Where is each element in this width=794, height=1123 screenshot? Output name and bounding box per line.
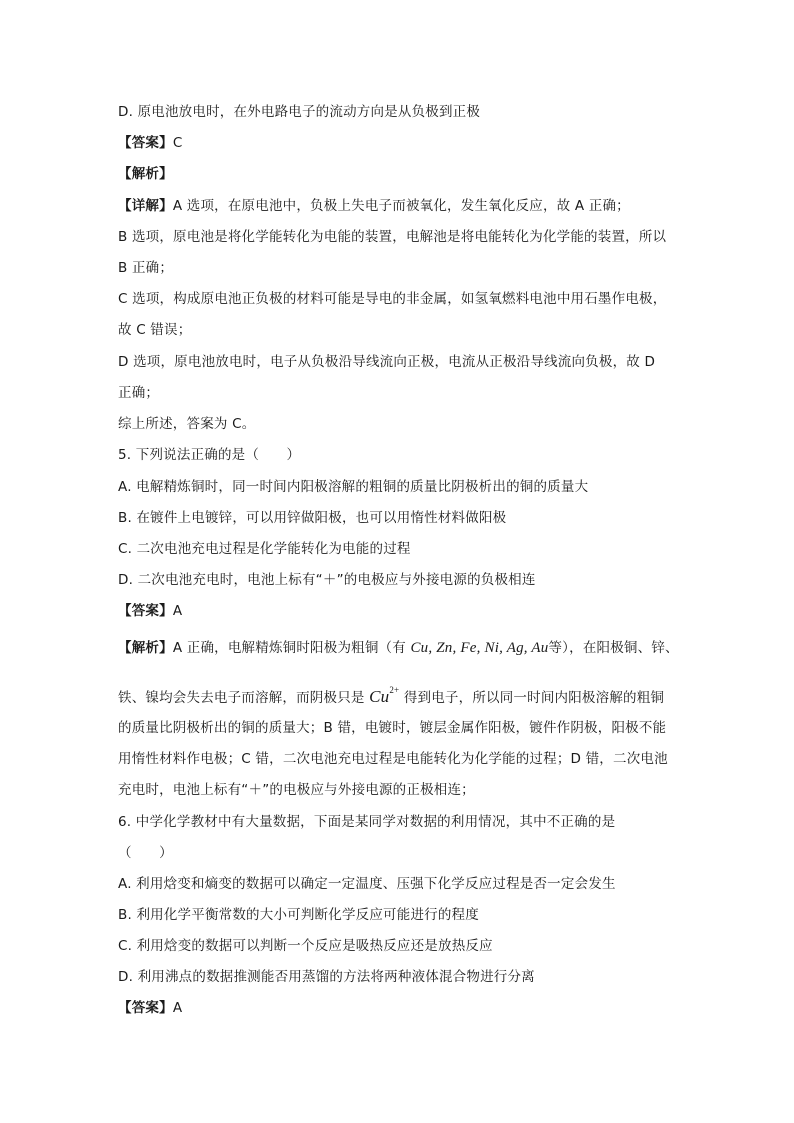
q4-detail-label: 【详解】	[118, 198, 173, 214]
q6-stem-a: 6. 中学化学教材中有大量数据，下面是某同学对数据的利用情况，其中不正确的是	[118, 814, 616, 830]
q5-option-c: C. 二次电池充电过程是化学能转化为电能的过程	[118, 541, 411, 557]
q4-answer-label: 【答案】	[118, 135, 173, 151]
q5-analysis-5: 充电时，电池上标有“＋”的电极应与外接电源的正极相连；	[118, 782, 475, 798]
q4-detail-2a: B 选项，原电池是将化学能转化为电能的装置，电解池是将电能转化为化学能的装置，所以	[118, 229, 667, 245]
q4-answer	[118, 133, 688, 153]
q6-option-b: B. 利用化学平衡常数的大小可判断化学反应可能进行的程度	[118, 907, 479, 923]
q6-option-c: C. 利用焓变的数据可以判断一个反应是吸热反应还是放热反应	[118, 938, 493, 954]
q5-answer-label: 【答案】	[118, 603, 173, 619]
q5-option-b: B. 在镀件上电镀锌，可以用锌做阳极，也可以用惰性材料做阳极	[118, 510, 507, 526]
q6-answer	[118, 998, 688, 1018]
q5-answer-value: A	[172, 603, 183, 619]
q5-analysis-2	[118, 680, 688, 708]
q5-option-d: D. 二次电池充电时，电池上标有“＋”的电极应与外接电源的负极相连	[118, 572, 536, 588]
q5-analysis-1b: 等），在阳极铜、锌、	[548, 640, 679, 656]
q4-detail-4a: D 选项，原电池放电时，电子从负极沿导线流向正极，电流从正极沿导线流向负极，故 D	[118, 354, 656, 370]
q5-cu-ion-charge: 2+	[389, 685, 400, 695]
q4-detail-1-text: A 选项，在原电池中，负极上失电子而被氧化，发生氧化反应，故 A 正确；	[172, 198, 630, 214]
q4-option-d: D. 原电池放电时，在外电路电子的流动方向是从负极到正极	[118, 104, 481, 120]
q6-answer-value: A	[172, 1000, 183, 1016]
q4-analysis-label	[118, 164, 688, 184]
q5-cu-ion-formula: Cu	[369, 687, 390, 706]
q5-analysis-1a: A 正确，电解精炼铜时阳极为粗铜（有	[172, 640, 411, 656]
q5-analysis-2b: 得到电子，所以同一时间内阳极溶解的粗铜	[399, 690, 665, 706]
q5-analysis-3: 的质量比阴极析出的铜的质量大；B 错，电镀时，镀层金属作阳极，镀件作阴极，阳极不能	[118, 720, 667, 736]
q4-answer-value: C	[172, 135, 183, 151]
q5-option-a: A. 电解精炼铜时，同一时间内阳极溶解的粗铜的质量比阴极析出的铜的质量大	[118, 479, 589, 495]
q4-detail-2b: B 正确；	[118, 260, 174, 276]
q5-analysis-label: 【解析】	[118, 640, 173, 656]
q4-detail-3a: C 选项，构成原电池正负极的材料可能是导电的非金属，如氢氧燃料电池中用石墨作电极，	[118, 291, 667, 307]
q5-stem: 5. 下列说法正确的是（ ）	[118, 447, 301, 463]
q4-analysis-heading: 【解析】	[118, 166, 173, 182]
q5-metal-list-formula: Cu, Zn, Fe, Ni, Ag, Au	[410, 640, 549, 656]
q5-analysis-2a: 铁、镍均会失去电子而溶解，而阴极只是	[118, 690, 370, 706]
q4-detail-4b: 正确；	[118, 385, 160, 401]
q6-answer-label: 【答案】	[118, 1000, 173, 1016]
q5-answer	[118, 601, 688, 621]
q6-stem-b: （ ）	[118, 845, 173, 861]
q5-analysis-4: 用惰性材料作电极；C 错，二次电池充电过程是电能转化为化学能的过程；D 错，二次电池	[118, 751, 668, 767]
q4-detail-3b: 故 C 错误；	[118, 322, 192, 338]
q4-detail-1	[118, 196, 688, 216]
q5-analysis-1	[118, 638, 688, 658]
q6-option-d: D. 利用沸点的数据推测能否用蒸馏的方法将两种液体混合物进行分离	[118, 969, 535, 985]
q6-option-a: A. 利用焓变和熵变的数据可以确定一定温度、压强下化学反应过程是否一定会发生	[118, 876, 616, 892]
q4-summary: 综上所述，答案为 C。	[118, 416, 256, 432]
